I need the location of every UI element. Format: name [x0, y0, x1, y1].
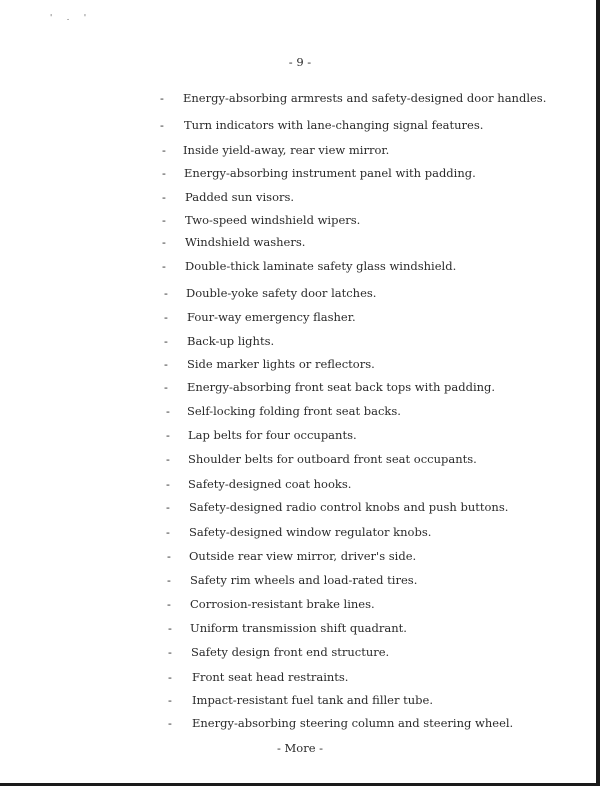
- list-bullet-dash: -: [164, 357, 168, 371]
- list-item-text: Safety design front end structure.: [191, 645, 390, 659]
- list-item-text: Self-locking folding front seat backs.: [187, 404, 401, 418]
- list-bullet-dash: -: [168, 670, 172, 684]
- list-bullet-dash: -: [162, 235, 166, 249]
- list-item-text: Energy-absorbing instrument panel with padding.: [184, 166, 476, 180]
- list-bullet-dash: -: [167, 573, 171, 587]
- list-bullet-dash: -: [162, 166, 166, 180]
- list-bullet-dash: -: [160, 91, 164, 105]
- list-bullet-dash: -: [168, 693, 172, 707]
- list-bullet-dash: -: [167, 549, 171, 563]
- list-bullet-dash: -: [164, 286, 168, 300]
- list-bullet-dash: -: [168, 621, 172, 635]
- list-bullet-dash: -: [162, 190, 166, 204]
- list-item-text: Impact-resistant fuel tank and filler tube.: [192, 693, 433, 707]
- list-item-text: Energy-absorbing steering column and steering wheel.: [192, 716, 514, 730]
- more-indicator: - More -: [276, 741, 324, 755]
- list-item-text: Four-way emergency flasher.: [187, 310, 356, 324]
- list-item-text: Corrosion-resistant brake lines.: [190, 597, 375, 611]
- list-bullet-dash: -: [167, 597, 171, 611]
- list-item-text: Back-up lights.: [187, 334, 275, 348]
- list-item-text: Outside rear view mirror, driver's side.: [189, 549, 417, 563]
- list-bullet-dash: -: [168, 645, 172, 659]
- list-item-text: Safety rim wheels and load-rated tires.: [190, 573, 418, 587]
- list-bullet-dash: -: [160, 118, 164, 132]
- list-bullet-dash: -: [164, 334, 168, 348]
- list-bullet-dash: -: [166, 428, 170, 442]
- list-item-text: Energy-absorbing armrests and safety-designed door handles.: [183, 91, 547, 105]
- list-item-text: Safety-designed coat hooks.: [188, 477, 352, 491]
- list-item-text: Energy-absorbing front seat back tops with padding.: [187, 380, 496, 394]
- list-item-text: Front seat head restraints.: [192, 670, 349, 684]
- list-item-text: Turn indicators with lane-changing signal features.: [184, 118, 484, 132]
- list-bullet-dash: -: [164, 310, 168, 324]
- list-bullet-dash: -: [166, 404, 170, 418]
- list-bullet-dash: -: [166, 452, 170, 466]
- list-item-text: Inside yield-away, rear view mirror.: [183, 143, 390, 157]
- page-number: - 9 -: [288, 55, 312, 69]
- scan-speck: ' . ': [50, 13, 93, 22]
- list-bullet-dash: -: [166, 477, 170, 491]
- list-item-text: Double-thick laminate safety glass windshield.: [185, 259, 457, 273]
- list-item-text: Lap belts for four occupants.: [188, 428, 357, 442]
- list-item-text: Safety-designed window regulator knobs.: [189, 525, 432, 539]
- list-bullet-dash: -: [162, 143, 166, 157]
- list-item-text: Safety-designed radio control knobs and push buttons.: [189, 500, 509, 514]
- list-bullet-dash: -: [162, 213, 166, 227]
- list-bullet-dash: -: [164, 380, 168, 394]
- list-bullet-dash: -: [166, 500, 170, 514]
- list-item-text: Side marker lights or reflectors.: [187, 357, 375, 371]
- list-item-text: Double-yoke safety door latches.: [186, 286, 377, 300]
- list-item-text: Two-speed windshield wipers.: [185, 213, 361, 227]
- list-bullet-dash: -: [162, 259, 166, 273]
- list-bullet-dash: -: [166, 525, 170, 539]
- list-bullet-dash: -: [168, 716, 172, 730]
- list-item-text: Padded sun visors.: [185, 190, 295, 204]
- list-item-text: Windshield washers.: [185, 235, 306, 249]
- list-item-text: Uniform transmission shift quadrant.: [190, 621, 407, 635]
- list-item-text: Shoulder belts for outboard front seat occupants.: [188, 452, 477, 466]
